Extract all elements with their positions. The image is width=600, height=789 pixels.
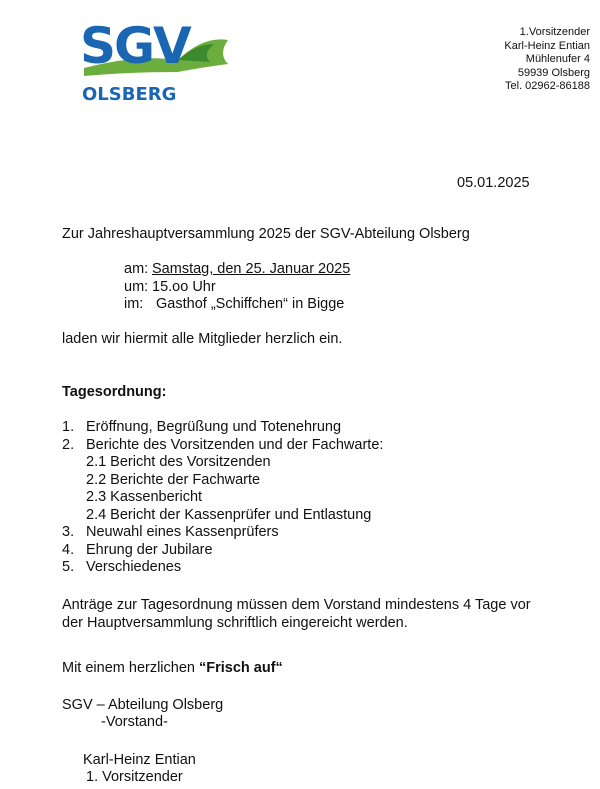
detail-label: um: [124,278,149,295]
closing-greeting [62,660,283,678]
agenda-number: 1. [62,419,75,435]
detail-value: Gasthof „Schiffchen“ in Bigge [152,296,345,312]
logo-graphic [78,10,238,106]
submission-note [62,597,531,632]
greeting-bold: “Frisch auf“ [199,660,283,676]
agenda-item [62,559,383,577]
sender-line: 1.Vorsitzender [519,26,590,38]
sender-address [504,26,590,94]
detail-date [124,261,350,279]
agenda-item [62,524,383,542]
note-line: der Hauptversammlung schriftlich eingereicht werden. [62,614,408,631]
sender-line: Mühlenufer 4 [525,53,590,65]
sender-line: Karl-Heinz Entian [504,39,590,52]
logo-wordmark: SGV [80,17,190,75]
agenda-number: 4. [62,541,75,558]
sender-line: 59939 Olsberg [517,66,590,79]
agenda-list [62,419,383,577]
signature-role: 1. Vorsitzender [86,769,183,785]
signature-board: -Vorstand- [101,714,168,730]
agenda-text: Neuwahl eines Kassenprüfers [86,524,279,540]
detail-place [124,296,350,314]
letter-subject: Zur Jahreshauptversammlung 2025 der SGV-Abteilung Olsberg [62,226,470,242]
note-line: Anträge zur Tagesordnung müssen dem Vorstand mindestens 4 Tage vor [62,597,531,613]
agenda-text: Ehrung der Jubilare [86,541,213,558]
agenda-title: Tagesordnung: [62,384,167,400]
detail-label: im: [124,296,144,312]
letter-date: 05.01.2025 [457,175,530,191]
signature-name: Karl-Heinz Entian [83,752,196,768]
agenda-item [62,437,383,455]
logo-city: OLSBERG [82,84,177,105]
detail-value: 15.oo Uhr [152,278,216,295]
agenda-text: Eröffnung, Begrüßung und Totenehrung [86,419,342,435]
agenda-subitem: 2.3 Kassenbericht [86,489,203,505]
sender-line: Tel. 02962-86188 [504,80,590,92]
agenda-subitem: 2.2 Berichte der Fachwarte [86,471,261,488]
signature-organization: SGV – Abteilung Olsberg [62,697,224,713]
agenda-number: 5. [62,559,75,575]
agenda-subitem: 2.4 Bericht der Kassenprüfer und Entlastung [86,506,372,523]
agenda-number: 3. [62,524,75,540]
agenda-text: Berichte des Vorsitzenden und der Fachwarte: [86,436,384,453]
detail-label: am: [124,261,149,277]
agenda-item [62,419,383,437]
agenda-subitem: 2.1 Bericht des Vorsitzenden [86,454,271,470]
detail-time [124,279,350,297]
sgv-olsberg-logo [78,10,238,106]
meeting-details [124,261,350,314]
agenda-item [62,542,383,560]
agenda-text: Verschiedenes [86,559,182,575]
greeting-prefix: Mit einem herzlichen [62,660,199,676]
agenda-number: 2. [62,436,75,453]
invitation-text: laden wir hiermit alle Mitglieder herzlich ein. [62,331,343,347]
detail-value: Samstag, den 25. Januar 2025 [152,261,351,277]
